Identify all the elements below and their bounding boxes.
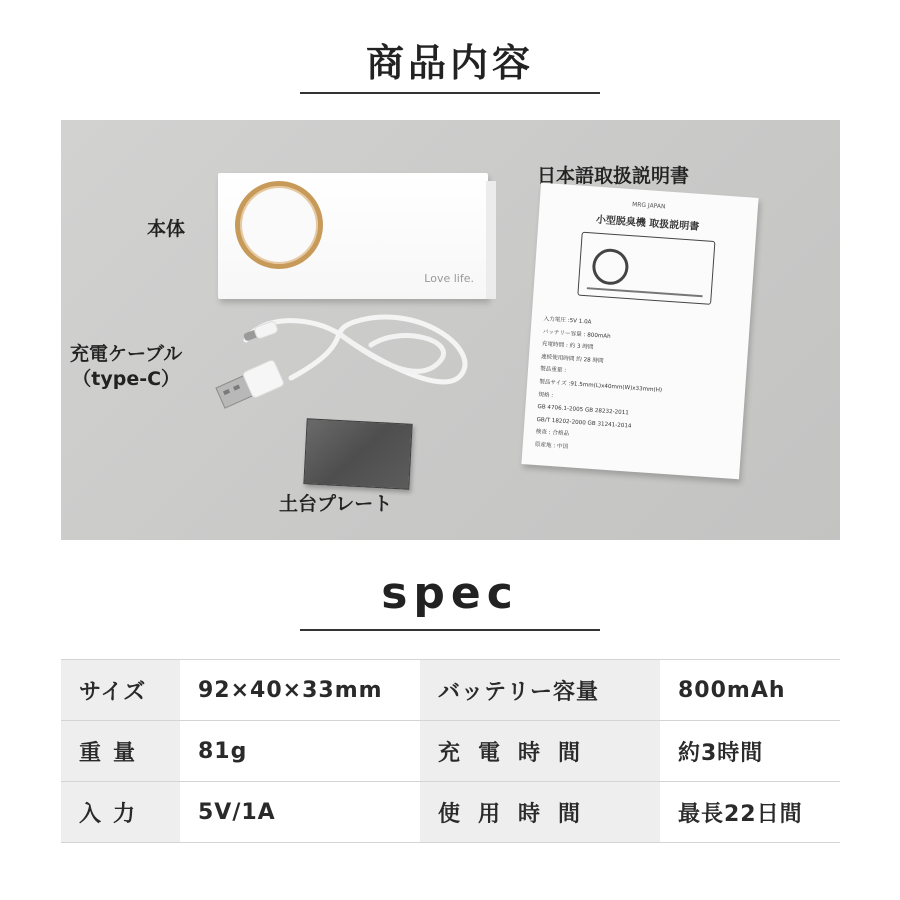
manual-line: 規格 : bbox=[538, 391, 554, 399]
spec-value-charge-time: 約3時間 bbox=[660, 721, 840, 782]
manual-device-illustration bbox=[577, 232, 715, 305]
title-underline bbox=[300, 92, 600, 94]
manual-line: 製品サイズ :91.5mm(L)x40mm(W)x33mm(H) bbox=[538, 379, 663, 394]
instruction-manual bbox=[521, 183, 758, 480]
label-manual: 日本語取扱説明書 bbox=[537, 165, 690, 187]
manual-ring-icon bbox=[591, 248, 629, 286]
device-brand-text: Love life. bbox=[424, 272, 474, 285]
manual-line: 製品重量 : bbox=[539, 366, 567, 375]
spec-label-input: 入力 bbox=[61, 782, 180, 843]
base-plate bbox=[303, 418, 412, 489]
manual-brand: MRG JAPAN bbox=[631, 201, 666, 211]
spec-value-size: 92×40×33mm bbox=[180, 660, 420, 721]
spec-value-input: 5V/1A bbox=[180, 782, 420, 843]
spec-value-weight: 81g bbox=[180, 721, 420, 782]
manual-line: 検査 : 合格品 bbox=[535, 429, 570, 438]
usb-plug-icon bbox=[215, 359, 285, 411]
spec-label-weight: 重量 bbox=[61, 721, 180, 782]
spec-table bbox=[61, 659, 840, 843]
manual-line: GB 4706.1-2005 GB 28232-2011 bbox=[537, 404, 629, 417]
product-photo bbox=[61, 120, 840, 540]
manual-spec-list bbox=[534, 313, 667, 460]
manual-title: 小型脱臭機 取扱説明書 bbox=[595, 214, 700, 233]
spec-label-use-time: 使用時間 bbox=[420, 782, 660, 843]
spec-value-battery: 800mAh bbox=[660, 660, 840, 721]
spec-title: spec bbox=[381, 568, 519, 619]
manual-line: バッテリー容量 : 800mAh bbox=[542, 328, 611, 340]
spec-label-charge-time: 充電時間 bbox=[420, 721, 660, 782]
manual-line: 原産地 : 中国 bbox=[534, 441, 569, 451]
manual-line: 充電時間 : 約 3 時間 bbox=[541, 341, 594, 351]
spec-underline bbox=[300, 629, 600, 631]
label-cable-line2: （type-C） bbox=[72, 367, 181, 390]
table-row bbox=[61, 660, 840, 721]
spec-label-size: サイズ bbox=[61, 660, 180, 721]
type-c-plug-icon bbox=[242, 320, 278, 343]
table-row bbox=[61, 782, 840, 843]
table-row bbox=[61, 721, 840, 782]
manual-line: 連続使用時間 約 28 時間 bbox=[540, 353, 604, 365]
label-body: 本体 bbox=[147, 218, 186, 240]
manual-line: GB/T 18202-2000 GB 31241-2014 bbox=[536, 416, 632, 430]
label-plate: 土台プレート bbox=[279, 493, 393, 515]
manual-line: 入力電圧 :5V 1.0A bbox=[543, 316, 592, 326]
contents-title: 商品内容 bbox=[365, 41, 534, 85]
label-cable bbox=[70, 342, 182, 391]
spec-value-use-time: 最長22日間 bbox=[660, 782, 840, 843]
spec-label-battery: バッテリー容量 bbox=[420, 660, 660, 721]
label-cable-line1: 充電ケーブル bbox=[70, 343, 183, 365]
